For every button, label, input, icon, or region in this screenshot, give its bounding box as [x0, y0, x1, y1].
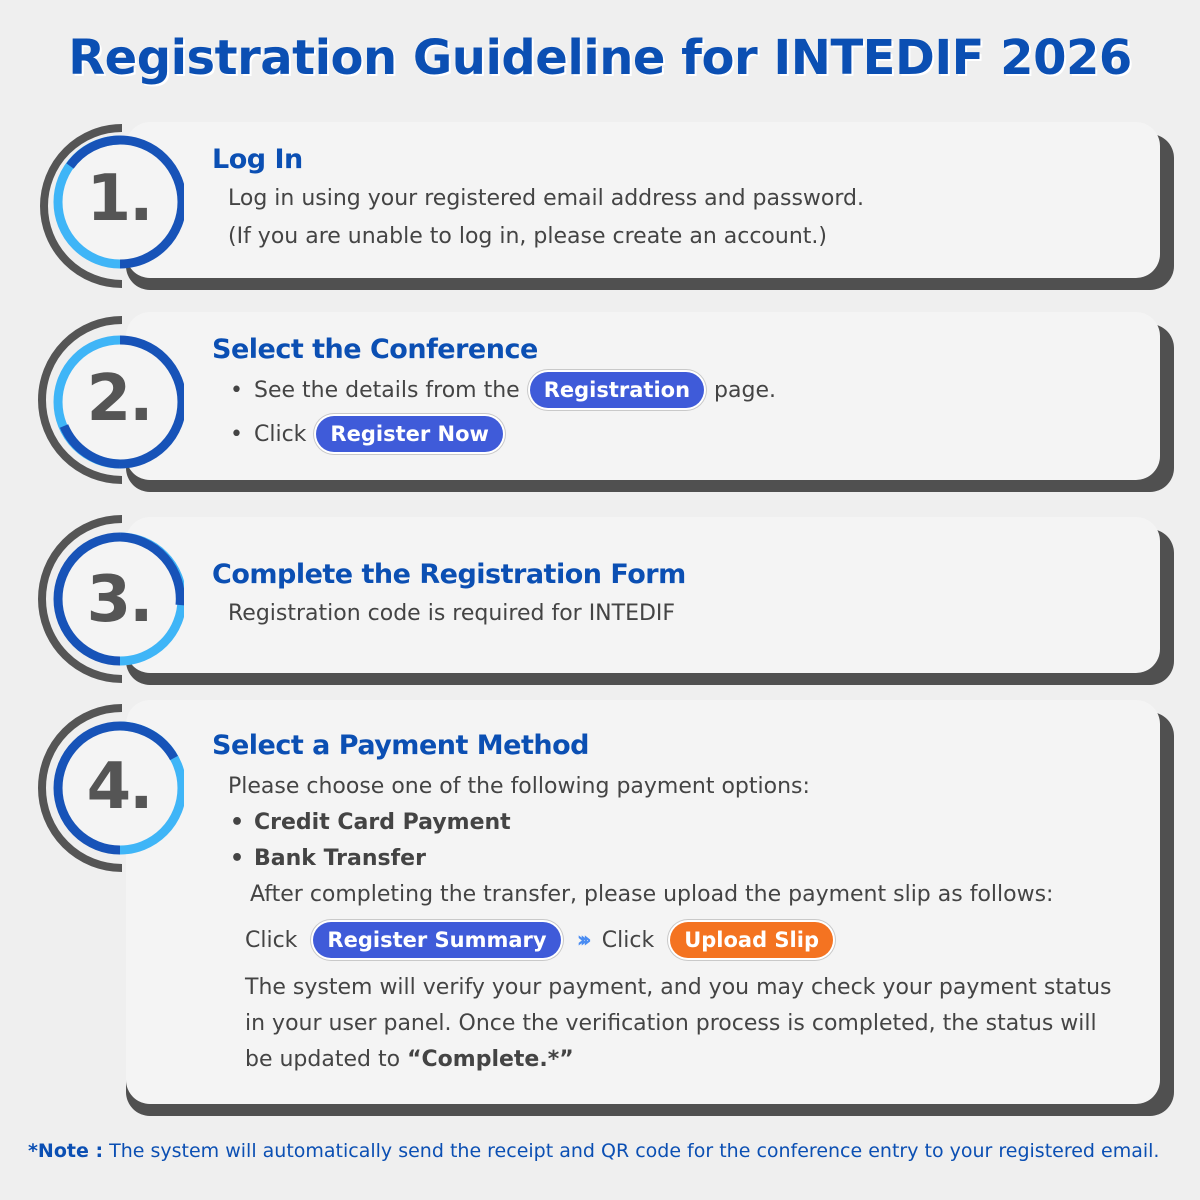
- step-title: Select a Payment Method: [212, 730, 589, 761]
- upload-flow: [245, 922, 843, 958]
- bullet-item: [230, 846, 426, 871]
- step-text: The system will verify your payment, and you may check your payment status in your user panel. Once the verification process is completed, the status will be updated to: [245, 975, 1112, 1072]
- step-text: Log in using your registered email address and password.: [228, 186, 864, 211]
- register-now-button[interactable]: Register Now: [316, 416, 503, 452]
- register-summary-button[interactable]: Register Summary: [313, 922, 560, 958]
- step-1-card: [0, 122, 1200, 290]
- step-number: 1.: [86, 162, 152, 236]
- step-text: Registration code is required for INTEDIF: [228, 601, 676, 626]
- step-title: Log In: [212, 144, 303, 175]
- verify-paragraph: [245, 970, 1125, 1078]
- step-text: After completing the transfer, please upload the payment slip as follows:: [250, 882, 1054, 907]
- note-label: *Note :: [28, 1140, 104, 1162]
- step-text: Click: [601, 927, 655, 953]
- step-text: Please choose one of the following payment options:: [228, 774, 810, 799]
- note-text: The system will automatically send the receipt and QR code for the conference entry to your registered email.: [109, 1140, 1160, 1162]
- payment-option: • Credit Card Payment: [254, 810, 511, 835]
- step-number: 2.: [86, 362, 152, 436]
- step-3-card: [0, 517, 1200, 685]
- payment-option: • Bank Transfer: [254, 846, 426, 871]
- step-number: 3.: [86, 563, 152, 637]
- step-text: page.: [714, 377, 776, 403]
- status-complete: “Complete.*”: [407, 1047, 574, 1072]
- step-text: Click: [245, 927, 298, 953]
- bullet-item: [230, 372, 776, 408]
- step-title: Select the Conference: [212, 334, 538, 365]
- step-text: (If you are unable to log in, please create an account.): [228, 224, 827, 249]
- step-text: • Click: [254, 421, 307, 447]
- step-text: • See the details from the: [254, 377, 520, 403]
- step-title: Complete the Registration Form: [212, 559, 686, 590]
- card-body: [126, 517, 1160, 673]
- bullet-item: [230, 416, 513, 452]
- step-2-card: [0, 312, 1200, 492]
- triple-chevron-icon: ›››: [576, 927, 586, 953]
- registration-button[interactable]: Registration: [530, 372, 704, 408]
- bullet-item: [230, 810, 511, 835]
- footnote: [28, 1140, 1159, 1162]
- upload-slip-button[interactable]: Upload Slip: [670, 922, 833, 958]
- step-4-card: [0, 700, 1200, 1116]
- page-title: Registration Guideline for INTEDIF 2026: [68, 30, 1132, 86]
- step-number: 4.: [86, 750, 152, 824]
